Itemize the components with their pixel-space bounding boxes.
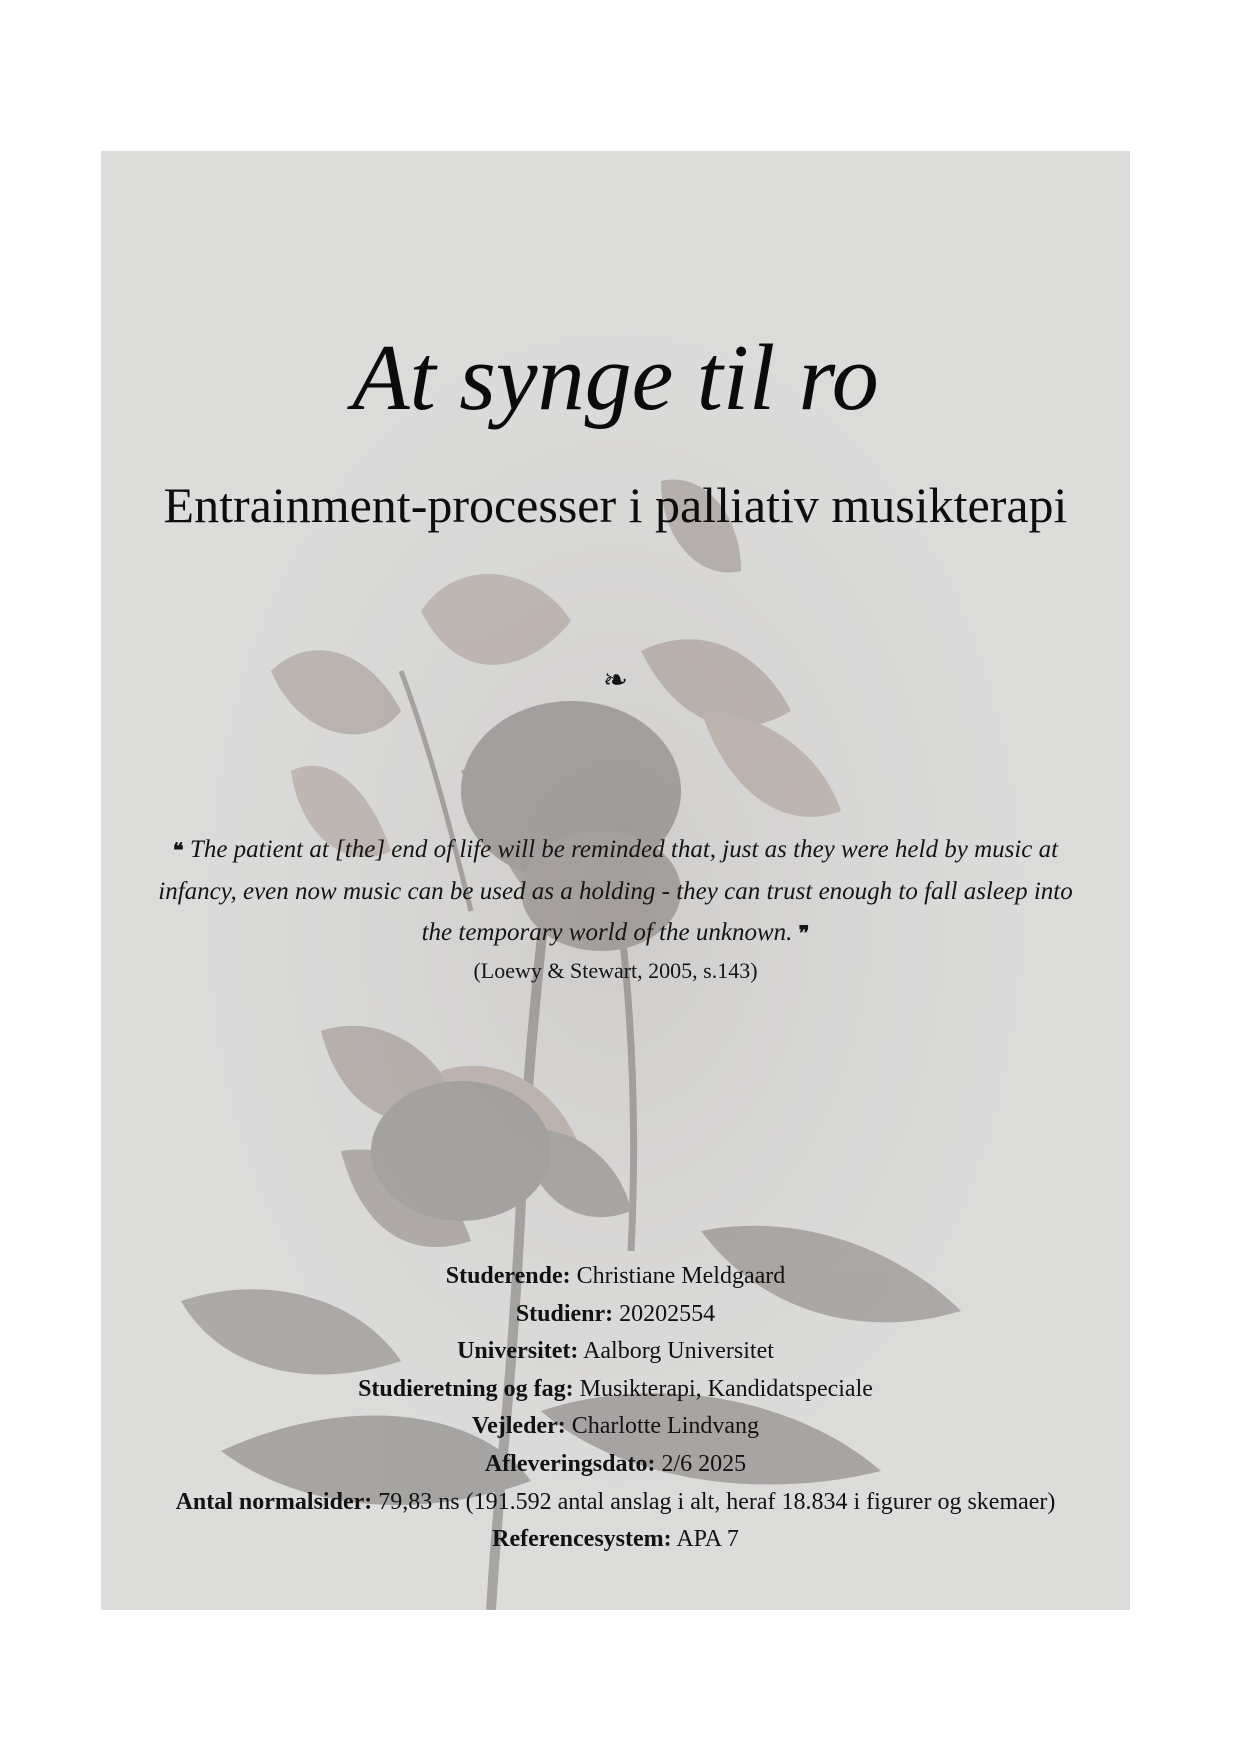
detail-label: Afleveringsdato: bbox=[484, 1450, 656, 1477]
detail-value: 79,83 ns (191.592 antal anslag i alt, heraf 18.834 i figurer og skemaer) bbox=[378, 1488, 1056, 1515]
detail-label: Studieretning og fag: bbox=[358, 1375, 574, 1402]
detail-row-universitet bbox=[101, 1333, 1130, 1371]
detail-label: Antal normalsider: bbox=[175, 1488, 373, 1515]
detail-row-referencesystem bbox=[101, 1521, 1130, 1559]
cover-title: At synge til ro bbox=[352, 326, 879, 430]
detail-value: Musikterapi, Kandidatspeciale bbox=[579, 1375, 873, 1402]
detail-label: Studerende: bbox=[445, 1263, 571, 1289]
detail-value: Charlotte Lindvang bbox=[571, 1413, 760, 1440]
open-quote-icon: ❝ bbox=[172, 838, 184, 862]
detail-row-studieretning bbox=[101, 1371, 1130, 1409]
detail-value: 2/6 2025 bbox=[661, 1450, 747, 1477]
cover-panel bbox=[101, 151, 1130, 1610]
detail-value: APA 7 bbox=[676, 1526, 739, 1553]
detail-row-normalsider bbox=[101, 1484, 1130, 1522]
detail-label: Universitet: bbox=[457, 1338, 579, 1365]
detail-value: Christiane Meldgaard bbox=[576, 1263, 786, 1289]
epigraph-citation: (Loewy & Stewart, 2005, s.143) bbox=[473, 958, 758, 983]
detail-row-studienr bbox=[101, 1296, 1130, 1334]
detail-label: Referencesystem: bbox=[492, 1526, 672, 1553]
detail-label: Studienr: bbox=[515, 1300, 614, 1327]
epigraph-quote bbox=[151, 829, 1080, 954]
thesis-details bbox=[101, 1258, 1130, 1559]
detail-value: Aalborg Universitet bbox=[583, 1338, 774, 1365]
fleuron-ornament-icon: ❧ bbox=[602, 663, 629, 698]
detail-label: Vejleder: bbox=[471, 1413, 566, 1440]
detail-row-vejleder bbox=[101, 1408, 1130, 1446]
detail-value: 20202554 bbox=[619, 1300, 716, 1327]
close-quote-icon: ❞ bbox=[798, 921, 810, 945]
detail-row-studerende bbox=[101, 1258, 1130, 1296]
detail-row-afleveringsdato bbox=[101, 1446, 1130, 1484]
cover-subtitle: Entrainment-processer i palliativ musikterapi bbox=[163, 477, 1068, 533]
epigraph-text: The patient at [the] end of life will be reminded that, just as they were held by music at infancy, even now music can be used as a holding - they can trust enough to fall asleep into the temporary world of the unknown. bbox=[158, 836, 1073, 946]
